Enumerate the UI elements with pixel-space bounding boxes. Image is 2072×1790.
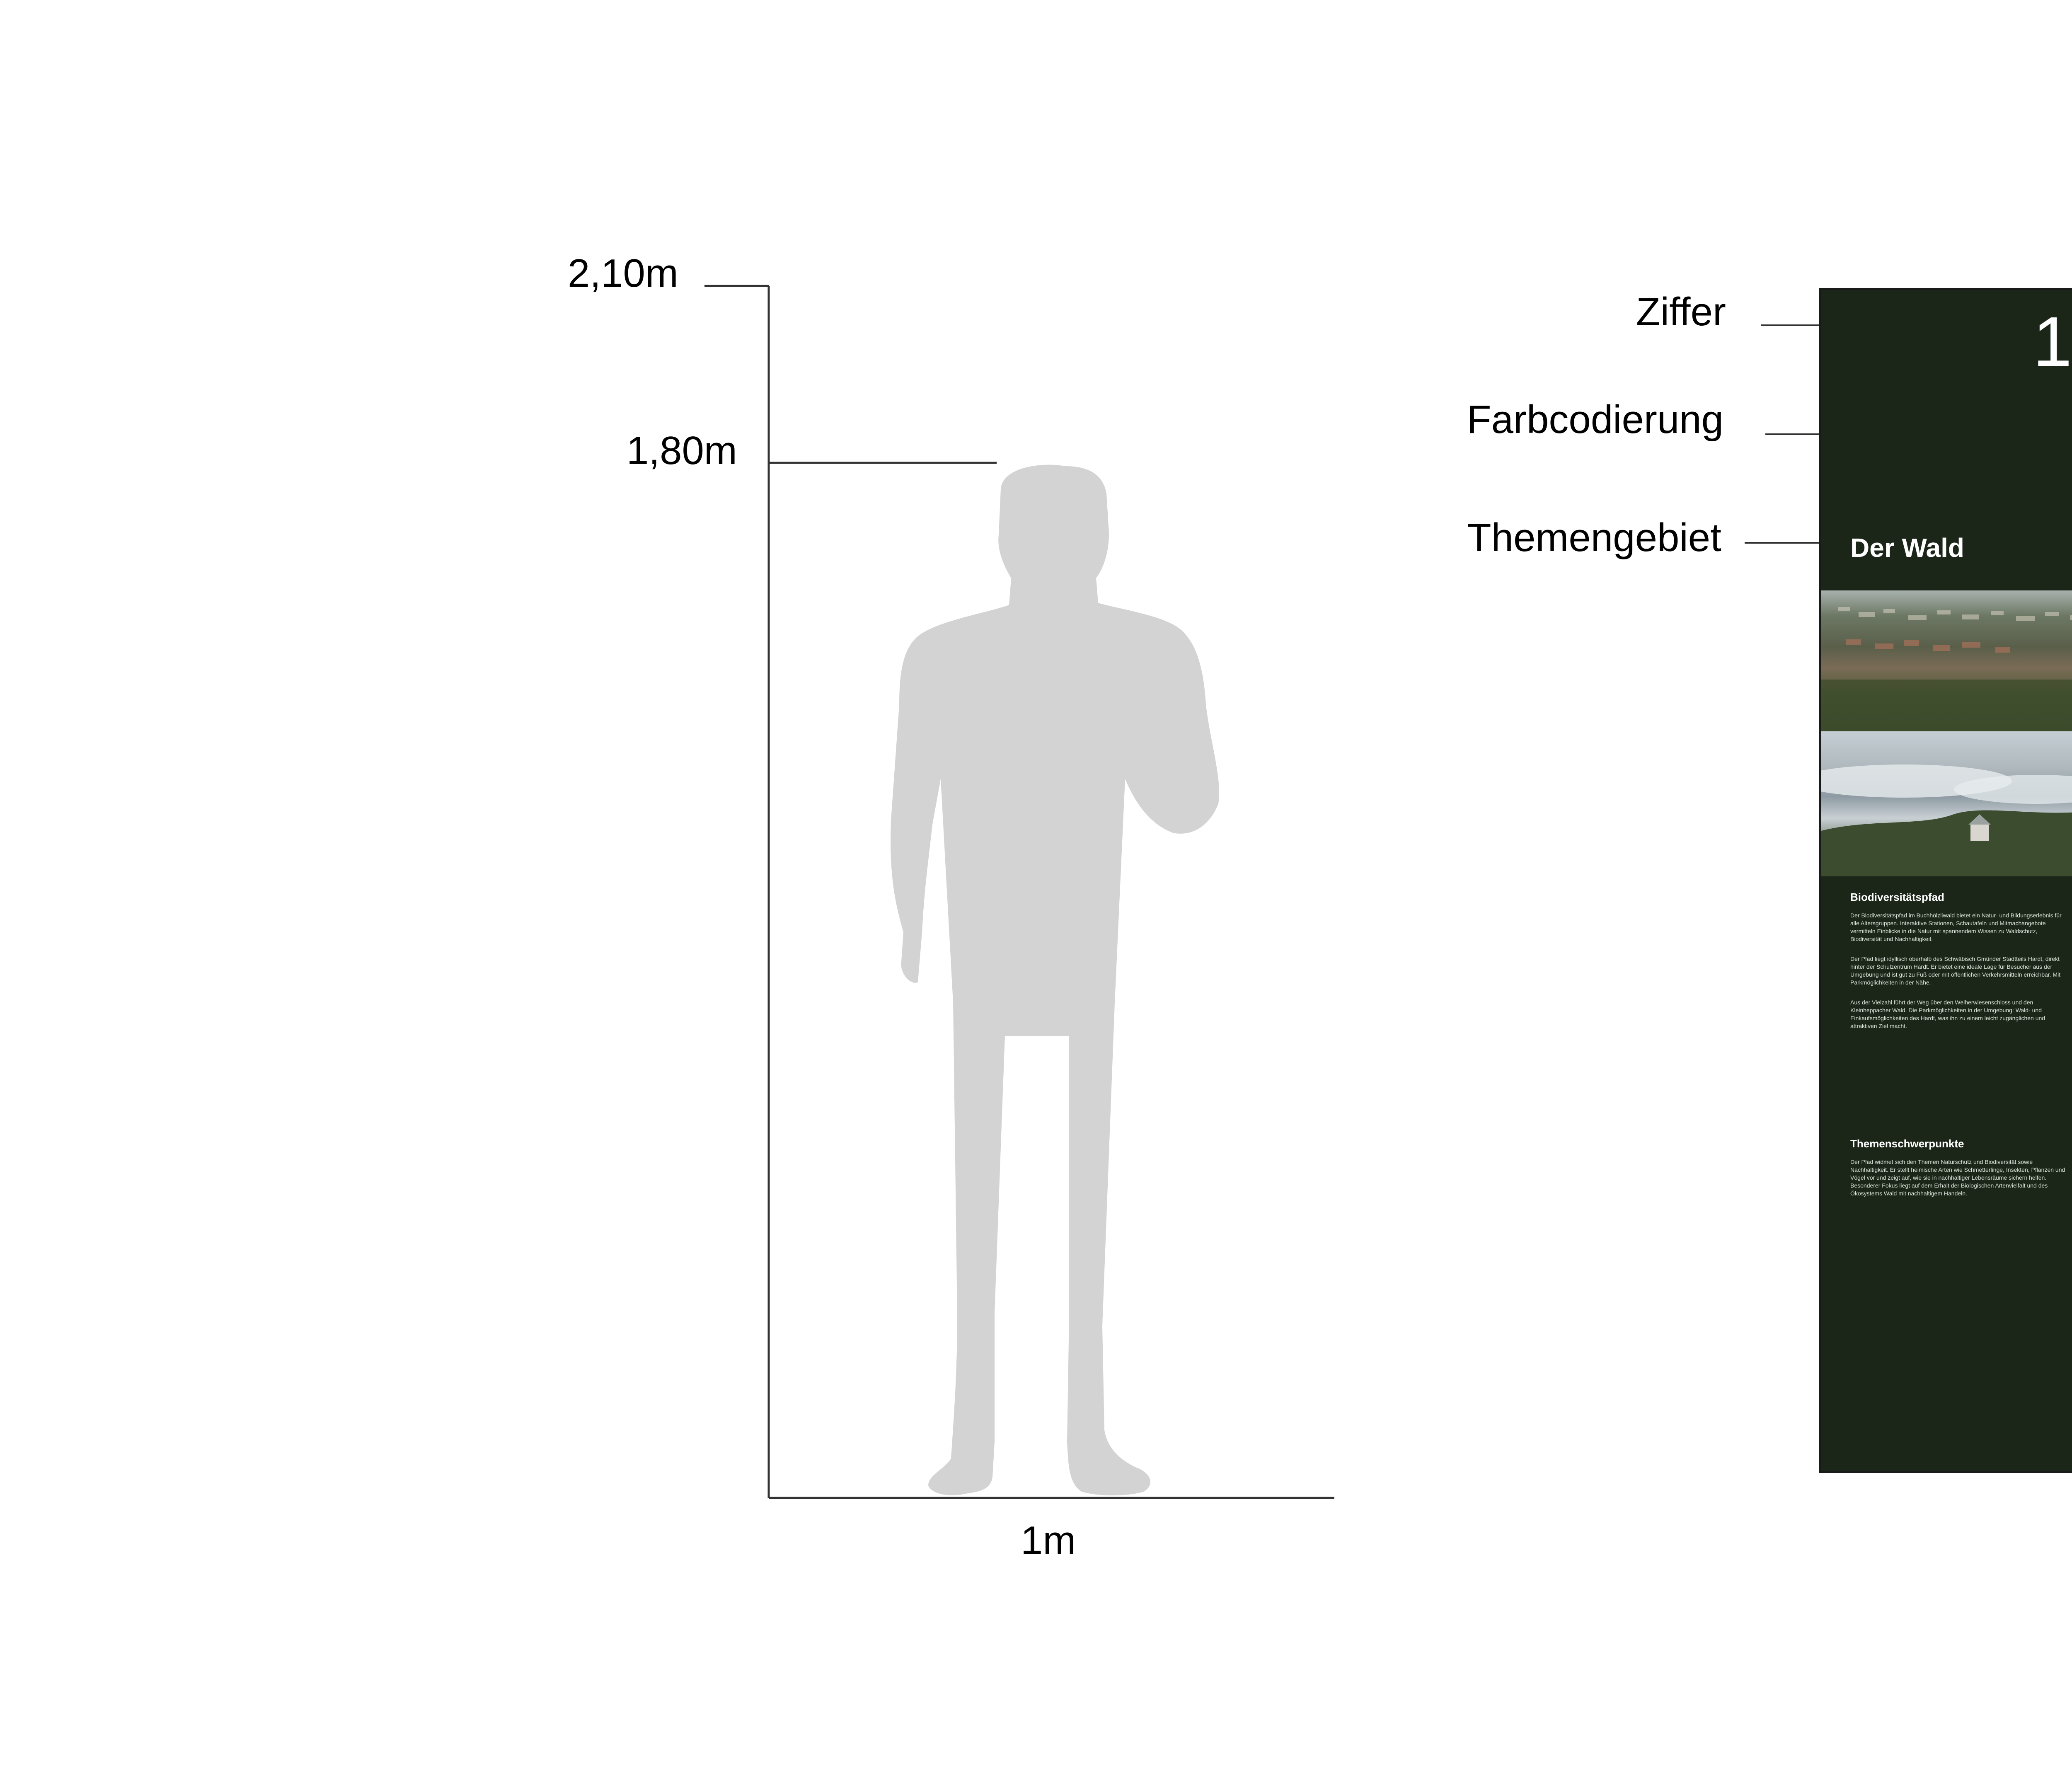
callout-topic: Themengebiet bbox=[1467, 515, 1721, 560]
focus-heading: Themenschwerpunkte bbox=[1850, 1137, 1964, 1150]
aerial-town-photo bbox=[1821, 590, 2072, 731]
topic-title: Der Wald bbox=[1850, 533, 1964, 563]
biodiversity-paragraph-2: Der Pfad liegt idyllisch oberhalb des Schwäbisch Gmünder Stadtteils Hardt, direkt hinter der Schulzentrum Hardt. Er bietet eine ideale Lage für Besucher aus der Umgebung und ist gut zu Fuß oder mit öffentlichen Verkehrsmitteln erreichbar. Mit Parkmöglichkeiten in der Nähe. bbox=[1850, 955, 2061, 986]
callout-color-coding: Farbcodierung bbox=[1467, 397, 1724, 442]
color-coded-panel bbox=[1821, 290, 2072, 1471]
width-1m-label: 1m bbox=[1021, 1518, 1076, 1563]
height-180-label: 1,80m bbox=[627, 428, 737, 473]
display-board bbox=[1819, 288, 2072, 1473]
height-210-label: 2,10m bbox=[568, 251, 678, 295]
biodiversity-heading: Biodiversitätspfad bbox=[1850, 891, 1944, 903]
callout-number: Ziffer bbox=[1636, 290, 1726, 334]
foggy-valley-photo bbox=[1821, 731, 2072, 876]
biodiversity-paragraph-3: Aus der Vielzahl führt der Weg über den Weiherwiesenschloss und den Kleinheppacher Wald. Die Parkmöglichkeiten in der Umgebung: Wald- und Einkaufsmöglichkeiten des Hardt, was ihn zu einem leicht zugänglichen und attraktiven Ziel macht. bbox=[1850, 999, 2045, 1029]
board-number: 1 bbox=[2033, 302, 2072, 381]
biodiversity-paragraph-1: Der Biodiversitätspfad im Buchhölzliwald bietet ein Natur- und Bildungserlebnis für alle Altersgruppen. Interaktive Stationen, Schautafeln und Mitmachangebote vermitteln Einblicke in die Natur mit spannendem Wissen zu Waldschutz, Biodiversität und Nachhaltigkeit. bbox=[1850, 912, 2062, 942]
focus-paragraph: Der Pfad widmet sich den Themen Naturschutz und Biodiversität sowie Nachhaltigkeit. Er stellt heimische Arten wie Schmetterlinge, Insekten, Pflanzen und Vögel vor und zeigt auf, wie sie in nachhaltiger Lebensräume sichern helfen. Besonderer Fokus liegt auf dem Erhalt der Biologischen Artenvielfalt und des Ökosystems Wald mit nachhaltigem Handeln. bbox=[1850, 1159, 2065, 1197]
